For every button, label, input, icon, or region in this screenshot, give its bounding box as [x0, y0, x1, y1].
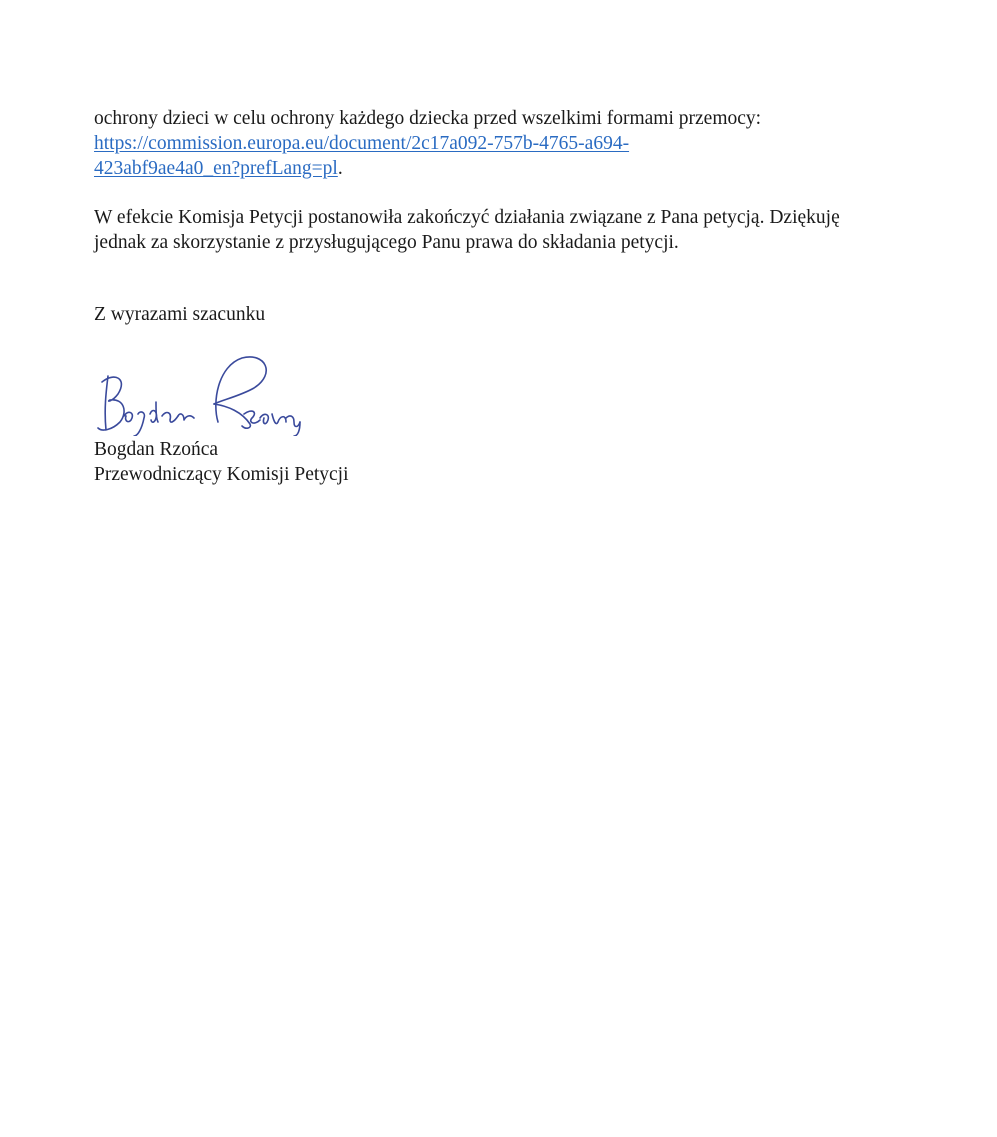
- paragraph-line: ochrony dzieci w celu ochrony każdego dziecka przed wszelkimi formami przemocy:: [94, 108, 762, 129]
- link-text-part1: https://commission.europa.eu/document/2c17a092-757b-4765-a694-: [94, 133, 630, 154]
- signer-block: [94, 437, 924, 487]
- period: .: [337, 158, 343, 179]
- paragraph-line: jednak za skorzystanie z przysługującego Panu prawa do składania petycji.: [94, 232, 679, 253]
- handwritten-signature: [94, 352, 308, 436]
- closing-text: Z wyrazami szacunku: [94, 304, 266, 325]
- paragraph-line: W efekcie Komisja Petycji postanowiła zakończyć działania związane z Pana petycją. Dziękuję: [94, 207, 840, 228]
- link-text-part2: 423abf9ae4a0_en?prefLang=pl: [94, 158, 338, 179]
- closing-phrase: [94, 302, 924, 327]
- commission-document-link-continued[interactable]: [94, 158, 338, 179]
- link-line: [94, 131, 924, 156]
- paragraph-conclusion: [94, 205, 924, 255]
- paragraph-child-protection: [94, 106, 924, 181]
- link-line: [94, 156, 924, 181]
- signer-name: Bogdan Rzońca: [94, 439, 219, 460]
- signer-title: Przewodniczący Komisji Petycji: [94, 464, 349, 485]
- commission-document-link[interactable]: [94, 133, 629, 154]
